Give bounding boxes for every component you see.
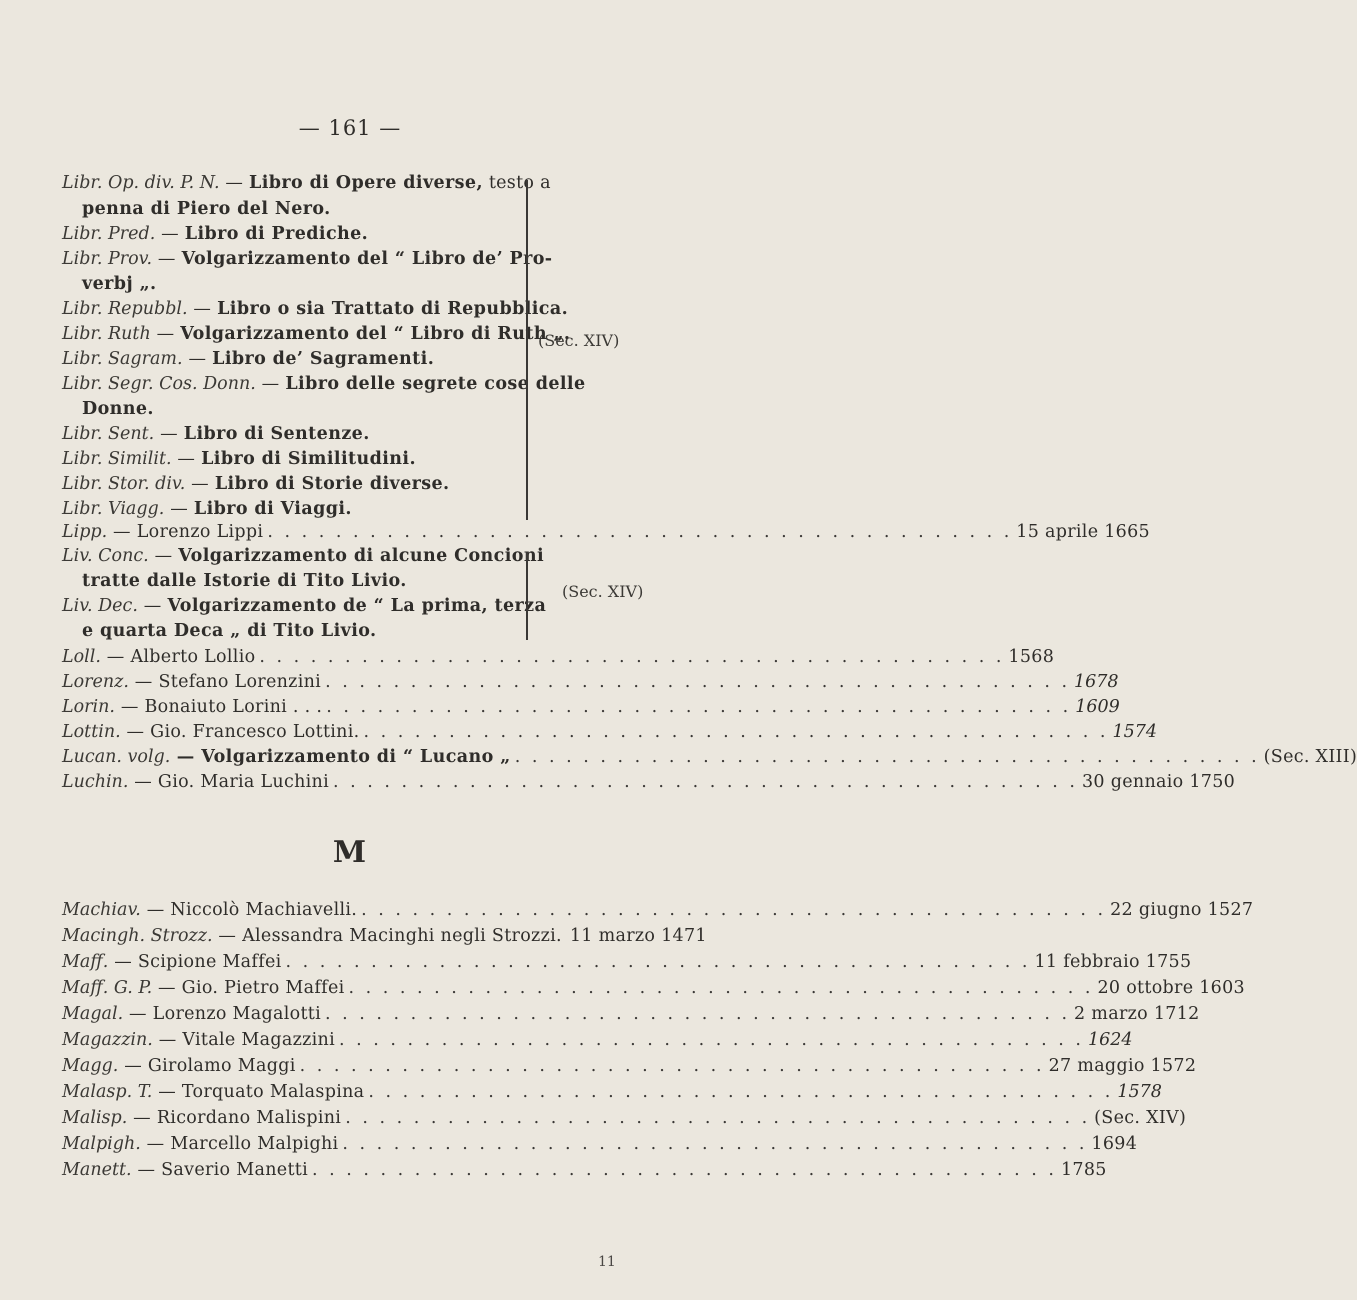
entry-loll (62, 645, 1055, 669)
leader-dots: . . . . . . . . . . . . . . . . . . . . . . . . . . . . . . . . . . . . . . . . . . . . (312, 1160, 1057, 1180)
entry-date: 1609 (1075, 697, 1120, 717)
entry-abbr: Libr. Op. div. P. N. (62, 173, 220, 193)
leader-dots: . . . . . . . . . . . . . . . . . . . . . . . . . . . . . . . . . . . . . . . . . . . . (514, 747, 1260, 767)
entry-abbr: Libr. Sagram. (62, 349, 183, 369)
entry-author: — Gio. Francesco Lottini. (120, 722, 360, 742)
leader-dots: . . . . . . . . . . . . . . . . . . . . . . . . . . . . . . . . . . . . . . . . . . . . (285, 952, 1031, 972)
entry-author: — Alessandra Macinghi negli Strozzi. (212, 926, 562, 946)
leader-dots: . . . . . . . . . . . . . . . . . . . . . . . . . . . . . . . . . . . . . . . . . . . . (267, 522, 1013, 542)
entry-text: Libro de’ Sagramenti. (212, 349, 435, 369)
leader-dots: . . . . . . . . . . . . . . . . . . . . . . . . . . . . . . . . . . . . . . . . . . . . (325, 672, 1071, 692)
entry-left (62, 898, 357, 922)
leader-dots: . . . . . . . . . . . . . . . . . . . . . . . . . . . . . . . . . . . . . . . . . . . . (345, 1108, 1091, 1128)
entry-author: — Alberto Lollio (100, 647, 256, 667)
entry-dash: — (182, 349, 213, 369)
entry-text: Volgarizzamento del “ Libro de’ Pro- (181, 249, 553, 269)
leader-dots: . . . . . . . . . . . . . . . . . . . . . . . . . . . . . . . . . . . . . . . . . . . . (299, 1056, 1045, 1076)
entry-abbr: Libr. Prov. (62, 249, 153, 269)
entry-date: 2 marzo 1712 (1074, 1004, 1200, 1024)
section-heading: M (332, 835, 368, 870)
entry-left (62, 1132, 338, 1156)
entry-date: 1574 (1112, 722, 1158, 742)
entry-libr-similit (62, 448, 622, 470)
bracket-line (526, 180, 528, 520)
entry-left (62, 645, 255, 669)
entry-lottin (62, 720, 1158, 744)
entry-left (62, 1158, 308, 1182)
entry-abbr: Manett. (62, 1160, 132, 1180)
entry-macingh (62, 924, 707, 948)
entry-author: — Lorenzo Magalotti (123, 1004, 322, 1024)
entry-libr-prov (62, 248, 622, 270)
entry-left (62, 1106, 341, 1130)
entry-libr-repubbl (62, 298, 622, 320)
bracket-line (526, 552, 528, 640)
entry-date: 1678 (1074, 672, 1119, 692)
entry-libr-op-div (62, 172, 622, 194)
entry-left (62, 1054, 296, 1078)
entry-dash: — (152, 249, 182, 269)
entry-author: — Stefano Lorenzini (128, 672, 322, 692)
entry-lucan-volg (62, 745, 1357, 769)
entry-date: 1624 (1087, 1030, 1133, 1050)
entry-date: 1578 (1117, 1082, 1162, 1102)
entry-text: Volgarizzamento de “ La prima, terza (167, 596, 547, 616)
leader-dots: . . . . . . . . . . . . . . . . . . . . . . . . . . . . . . . . . . . . . . . . . . . . (342, 1134, 1088, 1154)
entry-author: — Volgarizzamento di “ Lucano „ (170, 747, 511, 767)
entry-abbr: Magg. (62, 1056, 119, 1076)
entry-author: — Marcello Malpighi (140, 1134, 339, 1154)
entry-date: 15 aprile 1665 (1016, 522, 1150, 542)
entry-author: — Gio. Pietro Maffei (152, 978, 345, 998)
leader-dots: . . . . . . . . . . . . . . . . . . . . . . . . . . . . . . . . . . . . . . . . . . . . (325, 1004, 1071, 1024)
entry-left (62, 770, 329, 794)
entry-abbr: Libr. Sent. (62, 424, 155, 444)
entry-abbr: Maff. G. P. (62, 978, 153, 998)
entry-libr-stor (62, 473, 622, 495)
entry-author: — Ricordano Malispini (127, 1108, 342, 1128)
entry-abbr: Lucan. volg. (62, 747, 171, 767)
entry-abbr: Libr. Segr. Cos. Donn. (62, 374, 256, 394)
entry-date: 11 marzo 1471 (569, 926, 707, 946)
entry-abbr: Lottin. (62, 722, 121, 742)
entry-abbr: Liv. Conc. (62, 546, 149, 566)
entry-left (62, 924, 562, 948)
entry-libr-viagg (62, 498, 622, 520)
entry-dash: — (171, 449, 202, 469)
entry-date: 20 ottobre 1603 (1097, 978, 1245, 998)
leader-dots: . . . . . . . . . . . . . . . . . . . . . . . . . . . . . . . . . . . . . . . . . . . . (363, 722, 1109, 742)
entry-text: Libro di Similitudini. (201, 449, 416, 469)
entry-text: Libro delle segrete cose delle (285, 374, 586, 394)
entry-continuation (82, 273, 157, 295)
entry-abbr: Libr. Viagg. (62, 499, 165, 519)
entry-abbr: Macingh. Strozz. (62, 926, 213, 946)
entry-libr-sent (62, 423, 622, 445)
entry-magazzin (62, 1028, 1133, 1052)
entry-left (62, 1002, 321, 1026)
entry-author: — Girolamo Maggi (118, 1056, 296, 1076)
entry-abbr: Libr. Repubbl. (62, 299, 188, 319)
entry-left (62, 695, 322, 719)
entry-author: — Saverio Manetti (131, 1160, 309, 1180)
entry-date: 1694 (1091, 1134, 1138, 1154)
entry-abbr: Maff. (62, 952, 109, 972)
entry-continuation (82, 570, 407, 592)
entry-author: — Bonaiuto Lorini . . . (114, 697, 323, 717)
entry-continuation (82, 398, 154, 420)
entry-left (62, 1028, 335, 1052)
entry-lipp (62, 520, 1150, 544)
entry-abbr: Malpigh. (62, 1134, 141, 1154)
entry-abbr: Malisp. (62, 1108, 128, 1128)
entry-date: 1568 (1008, 647, 1055, 667)
entry-date: 22 giugno 1527 (1110, 900, 1254, 920)
entry-author: — Torquato Malaspina (152, 1082, 365, 1102)
entry-dash: — (150, 324, 181, 344)
entry-dash: — (155, 224, 185, 244)
entry-abbr: Malasp. T. (62, 1082, 153, 1102)
entry-abbr: Libr. Similit. (62, 449, 172, 469)
bracket-date-label: (Sec. XIV) (538, 331, 620, 350)
continuation-text: tratte dalle Istorie di Tito Livio. (82, 571, 407, 591)
continuation-text: e quarta Deca „ di Tito Livio. (82, 621, 377, 641)
entry-magg (62, 1054, 1197, 1078)
leader-dots: . . . . . . . . . . . . . . . . . . . . . . . . . . . . . . . . . . . . . . . . . . . . (259, 647, 1005, 667)
entry-dash: — (137, 596, 168, 616)
leader-dots: . . . . . . . . . . . . . . . . . . . . . . . . . . . . . . . . . . . . . . . . . . . . (339, 1030, 1084, 1050)
entry-date: 1785 (1060, 1160, 1107, 1180)
entry-abbr: Lipp. (62, 522, 108, 542)
entry-author: — Vitale Magazzini (152, 1030, 335, 1050)
entry-text: Libro di Prediche. (184, 224, 369, 244)
entry-abbr: Machiav. (62, 900, 141, 920)
entry-author: — Scipione Maffei (108, 952, 282, 972)
continuation-text: verbj „. (82, 274, 157, 294)
entry-abbr: Liv. Dec. (62, 596, 138, 616)
entry-left (62, 1080, 364, 1104)
entry-libr-pred (62, 223, 622, 245)
entry-left (62, 520, 263, 544)
entry-author: — Lorenzo Lippi (107, 522, 264, 542)
entry-left (62, 720, 360, 744)
entry-dash: — (219, 173, 250, 193)
entry-malasp (62, 1080, 1162, 1104)
entry-lorin (62, 695, 1120, 719)
entry-dash: — (187, 299, 218, 319)
entry-dash: — (154, 424, 184, 444)
entry-libr-segr (62, 373, 622, 395)
leader-dots: . . . . . . . . . . . . . . . . . . . . . . . . . . . . . . . . . . . . . . . . . . . . (333, 772, 1078, 792)
entry-rest: testo a (482, 173, 551, 193)
entry-text: Volgarizzamento di alcune Concioni (178, 546, 544, 566)
entry-abbr: Libr. Pred. (62, 224, 156, 244)
leader-dots: . . . . . . . . . . . . . . . . . . . . . . . . . . . . . . . . . . . . . . . . . . . . (368, 1082, 1114, 1102)
entry-left (62, 950, 282, 974)
entry-abbr: Loll. (62, 647, 101, 667)
entry-text: Libro di Storie diverse. (214, 474, 450, 494)
leader-dots: . . . . . . . . . . . . . . . . . . . . . . . . . . . . . . . . . . . . . . . . . . . . (361, 900, 1107, 920)
page-number: — 161 — (298, 116, 402, 140)
entry-date: 27 maggio 1572 (1048, 1056, 1197, 1076)
continuation-text: Donne. (82, 399, 154, 419)
entry-text: Libro di Opere diverse, (249, 173, 483, 193)
entry-left (62, 976, 345, 1000)
entry-dash: — (185, 474, 215, 494)
leader-dots: . . . . . . . . . . . . . . . . . . . . . . . . . . . . . . . . . . . . . . . . . . . . (348, 978, 1094, 998)
entry-text: Volgarizzamento del “ Libro di Ruth „. (180, 324, 571, 344)
entry-machiav (62, 898, 1254, 922)
entry-date: 11 febbraio 1755 (1034, 952, 1192, 972)
entry-abbr: Magazzin. (62, 1030, 153, 1050)
entry-continuation (82, 620, 377, 642)
entry-abbr: Lorenz. (62, 672, 129, 692)
entry-dash: — (164, 499, 194, 519)
entry-dash: — (255, 374, 286, 394)
bracket-date-label: (Sec. XIV) (562, 582, 644, 601)
entry-left (62, 745, 511, 769)
entry-abbr: Lorin. (62, 697, 115, 717)
entry-magal (62, 1002, 1200, 1026)
entry-text: Libro di Sentenze. (183, 424, 370, 444)
entry-luchin (62, 770, 1236, 794)
leader-dots: . . . . . . . . . . . . . . . . . . . . . . . . . . . . . . . . . . . . . . . . . . . . (326, 697, 1072, 717)
entry-author: — Niccolò Machiavelli. (140, 900, 358, 920)
entry-abbr: Libr. Ruth (62, 324, 151, 344)
entry-text: Libro o sia Trattato di Repubblica. (217, 299, 569, 319)
entry-lorenz (62, 670, 1119, 694)
entry-left (62, 670, 321, 694)
entry-dash: — (148, 546, 179, 566)
entry-continuation (82, 198, 331, 220)
entry-maff-gp (62, 976, 1245, 1000)
entry-abbr: Magal. (62, 1004, 124, 1024)
entry-date: 30 gennaio 1750 (1081, 772, 1236, 792)
entry-date: (Sec. XIV) (1094, 1108, 1187, 1128)
entry-abbr: Libr. Stor. div. (62, 474, 186, 494)
printer-signature: 11 (598, 1254, 616, 1270)
entry-liv-dec (62, 595, 622, 617)
entry-malisp (62, 1106, 1187, 1130)
entry-malpigh (62, 1132, 1138, 1156)
entry-abbr: Luchin. (62, 772, 129, 792)
entry-text: Libro di Viaggi. (193, 499, 352, 519)
continuation-text: penna di Piero del Nero. (82, 199, 331, 219)
entry-author: — Gio. Maria Luchini (128, 772, 330, 792)
entry-libr-sagram (62, 348, 622, 370)
entry-manett (62, 1158, 1107, 1182)
entry-date: (Sec. XIII) (1263, 747, 1357, 767)
entry-liv-conc (62, 545, 622, 567)
entry-maff (62, 950, 1192, 974)
